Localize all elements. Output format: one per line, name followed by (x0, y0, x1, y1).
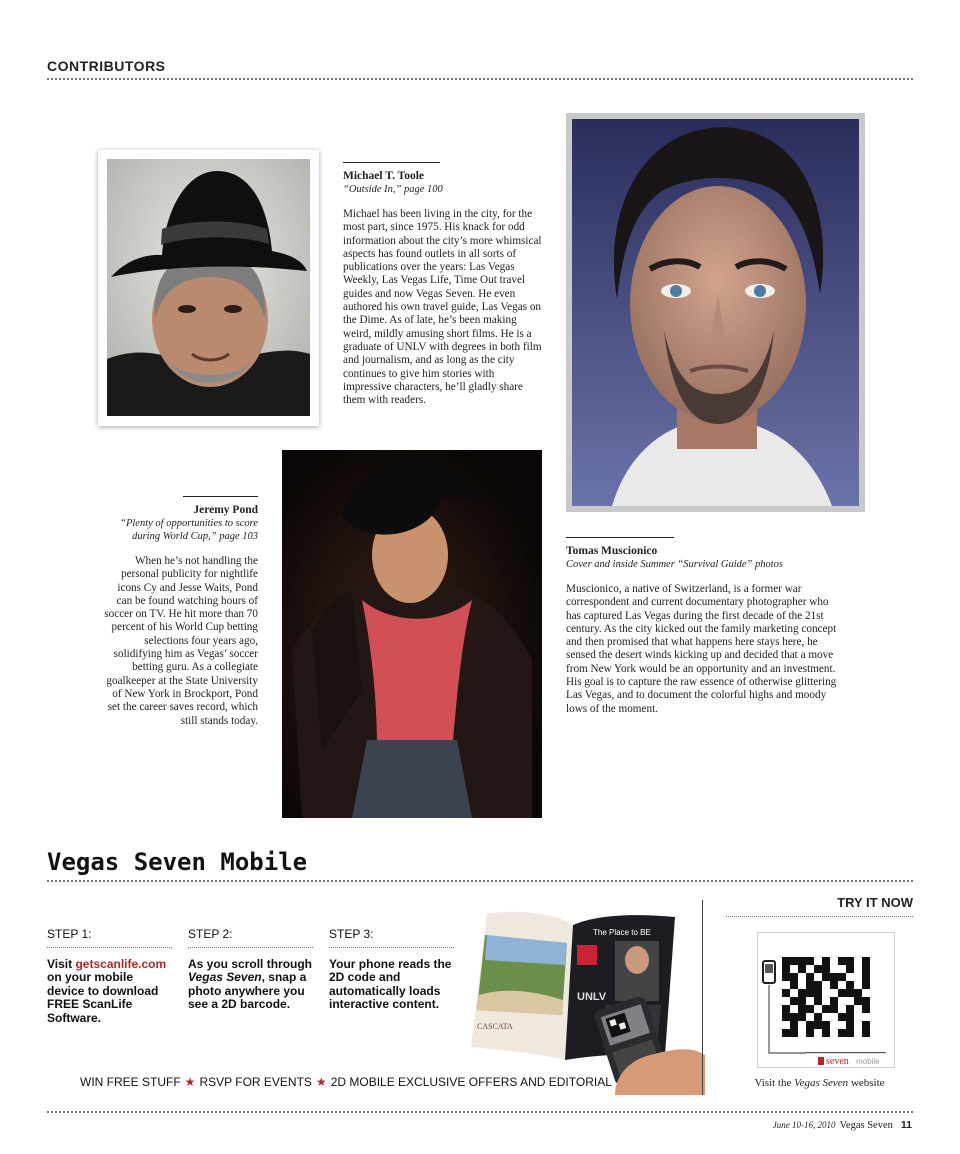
michael-toole-photo (107, 159, 310, 416)
promo-item: WIN FREE STUFF (80, 1075, 181, 1089)
star-icon: ★ (184, 1075, 196, 1089)
step-text-post: , snap a photo anywhere you see a 2D barcode. (188, 970, 307, 1011)
qr-code-box (757, 932, 895, 1068)
footer-date: June 10-16, 2010 (772, 1120, 836, 1130)
step-3 (329, 928, 454, 1012)
try-it-now-heading: TRY IT NOW (726, 895, 913, 917)
qr-brand: seven (826, 1056, 849, 1067)
visit-website-caption (726, 1077, 913, 1089)
tomas-muscionico-bio (566, 537, 842, 716)
step-1 (47, 928, 172, 1025)
contributor-name: Tomas Muscionico (566, 545, 658, 557)
promo-strip (80, 1075, 612, 1089)
vertical-divider (702, 900, 703, 1095)
michael-photo-frame (98, 150, 319, 426)
jeremy-pond-photo (282, 450, 542, 818)
scanlife-link[interactable]: getscanlife.com (75, 956, 167, 971)
magazine-phone-illustration (465, 905, 705, 1095)
step-text-pre: Visit (47, 956, 76, 971)
contributor-credit: “Outside In,” page 100 (343, 184, 443, 195)
mag-right-logo: UNLV (577, 991, 607, 1003)
contributor-credit: “Plenty of opportunities to score during World Cup,” page 103 (120, 518, 258, 542)
header-rule (47, 78, 913, 80)
contributor-name: Jeremy Pond (193, 504, 258, 516)
tomas-photo-frame (566, 113, 865, 512)
mag-left-word: CASCATA (477, 1022, 513, 1031)
visit-em: Vegas Seven (794, 1077, 849, 1089)
step-text-em: Vegas Seven (188, 970, 262, 984)
step-text-pre: As you scroll through (188, 956, 313, 971)
step-label: STEP 2: (188, 928, 313, 948)
name-rule (343, 162, 440, 163)
visit-pre: Visit the (754, 1077, 795, 1089)
name-rule (566, 537, 674, 538)
name-rule (183, 496, 258, 497)
michael-toole-bio (343, 162, 543, 407)
qr-brand-suffix: mobile (856, 1057, 880, 1066)
qr-code[interactable] (758, 933, 894, 1067)
contributor-bio: Michael has been living in the city, for the most part, since 1975. His knack for odd information about the city’s more whimsical aspects has found outlets in all sorts of publications over the years: Las Vegas Weekly, Las Vegas Life, Time Out travel guides and now Vegas Seven. He even authored his own travel guide, Las Vegas on the Dime. As of late, he’s been making weird, mildly amusing short films. He is a graduate of UNLV with degrees in both film and journalism, and as long as the city continues to give him stories with impressive characters, he’ll gladly share them with readers. (343, 208, 542, 407)
tomas-muscionico-photo (572, 119, 859, 506)
mobile-section-title: Vegas Seven Mobile (47, 848, 308, 876)
star-icon: ★ (315, 1075, 327, 1089)
page-number: 11 (900, 1119, 912, 1131)
section-label: CONTRIBUTORS (47, 58, 166, 74)
step-label: STEP 1: (47, 928, 172, 948)
step-label: STEP 3: (329, 928, 454, 948)
visit-post: website (848, 1077, 885, 1089)
contributor-bio: When he’s not handling the personal publicity for nightlife icons Cy and Jesse Waits, Pond can be found watching hours of soccer on TV. He hit more than 70 percent of his World Cup betting selections four years ago, solidifying him as Vegas’ soccer betting guru. As a collegiate goalkeeper at the State University of New York in Brockport, Pond set the career saves record, which still stands today. (104, 555, 258, 727)
step-text (47, 958, 172, 1026)
jeremy-pond-bio (100, 496, 258, 728)
step-text (188, 958, 313, 1012)
mag-right-head: The Place to BE (593, 928, 651, 937)
contributor-name: Michael T. Toole (343, 170, 425, 182)
footer-brand: Vegas Seven (839, 1120, 893, 1131)
page-footer (773, 1119, 912, 1131)
footer-rule (47, 1111, 913, 1113)
contributor-credit: Cover and inside Summer “Survival Guide” photos (566, 559, 783, 570)
contributor-bio: Muscionico, a native of Switzerland, is a former war correspondent and current documentary photographer who has captured Las Vegas during the first decade of the 21st century. As the city kicked out the family marketing concept and then promised that what happens here stays here, he sensed the desert winds kicking up and decided that a move from New York would be an opportunity and an investment. His goal is to capture the raw essence of otherwise glittering Las Vegas, and to document the colorful highs and moody lows of the moment. (566, 583, 837, 715)
promo-item: 2D MOBILE EXCLUSIVE OFFERS AND EDITORIAL (330, 1075, 612, 1089)
step-2 (188, 928, 313, 1012)
step-text-post: on your mobile device to download FREE ScanLife Software. (47, 970, 159, 1025)
mobile-rule (47, 880, 913, 882)
promo-item: RSVP FOR EVENTS (199, 1075, 312, 1089)
step-text: Your phone reads the 2D code and automatically loads interactive content. (329, 956, 452, 1011)
